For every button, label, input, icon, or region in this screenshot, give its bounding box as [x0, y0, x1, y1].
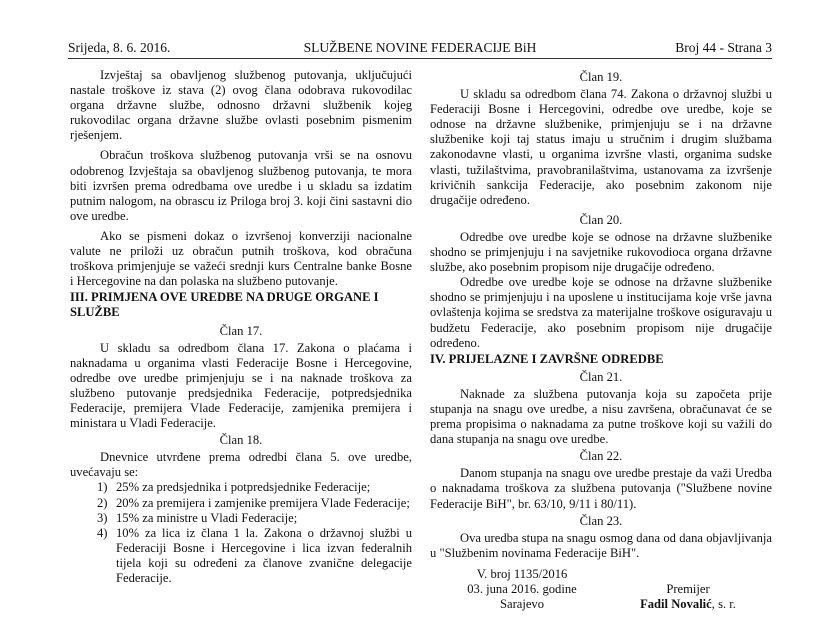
article-title: Član 21.	[579, 369, 623, 384]
document-number: V. broj 1135/2016	[476, 566, 568, 581]
signature-block	[430, 567, 772, 625]
signatory-name: Fadil Novalić	[640, 597, 712, 611]
paragraph: Ako se pismeni dokaz o izvršenoj konverziji nacionalne valute ne priloži uz obračun putnih troškova, kod obračuna troškova primjenjuje se važeći srednji kurs Centralne banke Bosne i Hercegovine na dan polaska na službeno putovanje.	[70, 228, 412, 289]
paragraph: Izvještaj sa obavljenog službenog putovanja, uključujući nastale troškove iz stava (2) ovog člana odobrava rukovodilac organa državne službe, odnosno državni službenik kojeg rukovodilac organa državne službe ovlasti posebnim pismenim rješenjem.	[70, 68, 412, 143]
signatory	[628, 582, 748, 612]
document-date: 03. juna 2016. godine	[467, 582, 577, 596]
list-text: 20% za premijera i zamjenike premijera Vlade Federacije;	[116, 495, 410, 510]
left-column	[70, 68, 412, 586]
list-number: 1)	[97, 480, 108, 495]
list-number: 3)	[97, 510, 108, 525]
page-number: Broj 44 - Strana 3	[675, 40, 772, 55]
issue-date: Srijeda, 8. 6. 2016.	[68, 40, 171, 55]
list-item	[70, 511, 412, 526]
paragraph: Danom stupanja na snagu ove uredbe prestaje da važi Uredba o naknadama troškova za službena putovanja ("Službene novine Federacije BiH", br. 63/10, 9/11 i 80/11).	[430, 466, 772, 511]
article-title: Član 22.	[579, 449, 623, 464]
list-item	[70, 526, 412, 586]
list-item	[70, 496, 412, 511]
paragraph: Ova uredba stupa na snagu osmog dana od dana objavljivanja u "Službenim novinama Federacije BiH".	[430, 530, 772, 560]
list-text: 25% za predsjednika i potpredsjednike Federacije;	[116, 480, 371, 495]
header-rule	[68, 58, 772, 59]
section-heading: III. PRIMJENA OVE UREDBE NA DRUGE ORGANE I SLUŽBE	[70, 290, 379, 320]
document-info	[452, 567, 592, 612]
list-text: 15% za ministre u Vladi Federacije;	[116, 510, 298, 525]
list-item	[70, 480, 412, 495]
signatory-role: Premijer	[666, 581, 710, 596]
paragraph: Naknade za službena putovanja koja su započeta prije stupanja na snagu ove uredbe, a nisu završena, obračunavat će se prema propisima o naknadama za putne troškove koji su važili do dana stupanja na snagu ove uredbe.	[430, 386, 772, 447]
paragraph: Odredbe ove uredbe koje se odnose na državne službenike shodno se primjenjuju i na uposlene u institucijama koje vrše javna ovlaštenja kojima se sredstva za materijalne troškove osiguravaju u budžetu Federacije, ako posebnim propisom nije drugačije određeno.	[430, 275, 772, 350]
article-title: Član 23.	[579, 513, 623, 528]
article-title: Član 20.	[579, 212, 623, 227]
paragraph: U skladu sa odredbom člana 74. Zakona o državnoj službi u Federaciji Bosne i Hercegovini, odredbe ove uredbe, koje se odnose na državne službenike, primjenjuju se i na državne službenike koji taj status imaju u stručnim i drugim službama zakonodavne vlasti, u organima izvršne vlasti, organima sudske vlasti, tužilaštvima, pravobranilaštvima, ustanovama za izvršenje krivičnih sankcija Federacije, ako posebnim zakonom nije drugačije određeno.	[430, 87, 772, 207]
signatory-suffix: , s. r.	[711, 597, 736, 611]
document-place: Sarajevo	[499, 597, 545, 612]
list-number: 4)	[97, 525, 108, 540]
paragraph: Odredbe ove uredbe koje se odnose na državne službenike shodno se primjenjuju i na savjetnike rukovodioca organa državne službe, ako posebnim propisom nije drugačije određeno.	[430, 229, 772, 275]
paragraph: Dnevnice utvrđene prema odredbi člana 5. ove uredbe, uvećavaju se:	[70, 450, 412, 480]
percentage-list	[70, 480, 412, 586]
article-title: Član 19.	[579, 70, 623, 84]
paragraph: Obračun troškova službenog putovanja vrši se na osnovu odobrenog Izvještaja sa obavljenog službenog putovanja, te mora biti izvršen prema odredbama ove uredbe i u skladu sa izdatim putnim nalogom, na obrascu iz Priloga broj 3. koji čini sastavni dio ove uredbe.	[70, 148, 412, 223]
right-column	[430, 68, 772, 625]
article-title: Član 17.	[219, 323, 263, 338]
article-title: Član 18.	[219, 433, 263, 448]
list-text: 10% za lica iz člana 1 la. Zakona o državnoj službi u Federaciji Bosne i Hercegovine i lica izvan federalnih tijela koji su određeni za članove zvanične delegacije Federacije.	[116, 525, 412, 585]
paragraph: U skladu sa odredbom člana 17. Zakona o plaćama i naknadama u organima vlasti Federacije Bosne i Hercegovine, odredbe ove uredbe primjenjuju se i na naknade troškova za službeno putovanje predsjednika Federacije, potpredsjednika Federacije, premijera Vlade Federacije, zamjenika premijera i ministara u Vladi Federacije.	[70, 340, 412, 431]
journal-title: SLUŽBENE NOVINE FEDERACIJE BiH	[303, 40, 537, 55]
section-heading: IV. PRIJELAZNE I ZAVRŠNE ODREDBE	[430, 351, 664, 366]
page-header	[68, 40, 772, 60]
list-number: 2)	[97, 495, 108, 510]
